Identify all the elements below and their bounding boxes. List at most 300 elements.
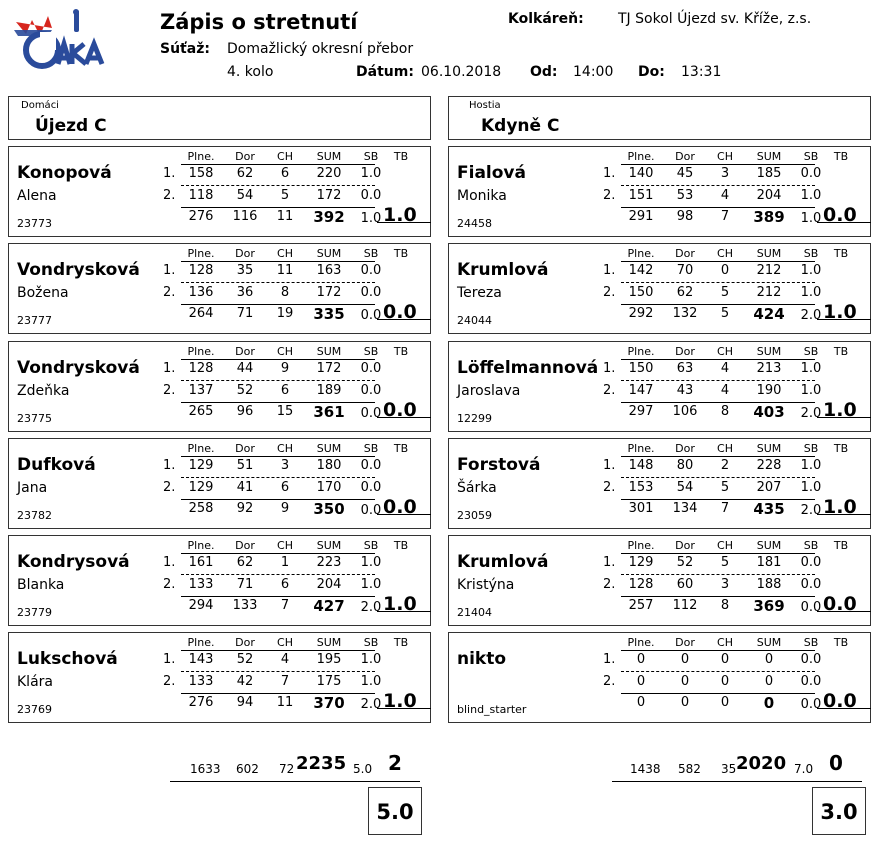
home-player-box [8,438,431,529]
player-tb-points: 1.0 [823,301,857,323]
column-header-dor: Dor [675,150,695,163]
round-dor: 41 [236,480,254,495]
column-header-dor: Dor [235,345,255,358]
away-team-header [448,96,871,140]
round-ch: 1 [280,555,290,570]
header-underline [621,456,815,457]
row-number: 2. [603,285,616,300]
total-sum: 350 [313,500,345,518]
round-sum: 223 [316,555,342,570]
round-dor: 45 [676,166,694,181]
round-plne: 0 [636,674,646,689]
column-header-plne: Plne. [187,345,215,358]
row-number: 2. [163,188,176,203]
player-registration: 23773 [17,217,52,230]
round-dor: 0 [680,652,690,667]
column-header-sum: SUM [756,345,782,358]
total-divider [181,207,375,208]
round-dor: 52 [236,383,254,398]
row-number: 1. [163,555,176,570]
total-divider [181,402,375,403]
column-header-dor: Dor [235,247,255,260]
column-header-dor: Dor [235,442,255,455]
column-header-sum: SUM [316,345,342,358]
column-header-sum: SUM [756,539,782,552]
total-sb: 2.0 [360,697,382,712]
row-number: 1. [603,166,616,181]
player-tb-points: 0.0 [383,399,417,421]
total-sb: 0.0 [360,503,382,518]
total-sum: 435 [753,500,785,518]
round-ch: 4 [720,361,730,376]
total-sum: 389 [753,208,785,226]
competition-value: Domažlický okresní přebor [227,41,414,57]
alley-value: TJ Sokol Újezd sv. Kříže, z.s. [618,11,812,27]
round-ch: 4 [720,188,730,203]
column-header-sb: SB [803,539,819,552]
away-totals-divider [612,781,862,782]
home-total-sum: 2235 [296,753,347,774]
round-sum: 185 [756,166,782,181]
round-dor: 0 [680,674,690,689]
round-plne: 133 [188,674,214,689]
row-divider [181,477,375,478]
round-sb: 1.0 [800,383,822,398]
row-number: 1. [163,458,176,473]
player-tb-points: 1.0 [823,496,857,518]
round-dor: 35 [236,263,254,278]
home-player-box [8,535,431,626]
total-plne: 294 [188,598,214,613]
total-sb: 2.0 [800,503,822,518]
away-player-box [448,632,871,723]
round-sb: 1.0 [360,674,382,689]
column-header-dor: Dor [235,636,255,649]
start-time-label: Od: [530,64,558,80]
total-sb: 2.0 [360,600,382,615]
total-plne: 291 [628,209,654,224]
round-sb: 0.0 [800,652,822,667]
header-underline [621,553,815,554]
round-ch: 5 [720,285,730,300]
total-sum: 427 [313,597,345,615]
total-sb: 2.0 [800,406,822,421]
column-header-dor: Dor [675,442,695,455]
away-total-dor: 582 [678,762,701,776]
home-total-dor: 602 [236,762,259,776]
player-tb-points: 0.0 [383,496,417,518]
player-surname: Dufková [17,455,96,475]
column-header-sb: SB [803,247,819,260]
page-title: Zápis o stretnutí [160,10,358,34]
total-sb: 0.0 [360,308,382,323]
column-header-tb: TB [393,539,409,552]
round-sum: 170 [316,480,342,495]
player-surname: Kondrysová [17,552,130,572]
round-sum: 220 [316,166,342,181]
round-ch: 3 [720,577,730,592]
round-ch: 9 [280,361,290,376]
column-header-ch: CH [277,636,293,649]
home-total-ch: 72 [279,762,295,776]
date-value: 06.10.2018 [421,64,502,80]
total-plne: 276 [188,695,214,710]
column-header-ch: CH [717,636,733,649]
total-dor: 116 [232,209,258,224]
round-ch: 8 [280,285,290,300]
total-plne: 292 [628,306,654,321]
column-header-plne: Plne. [627,539,655,552]
column-header-plne: Plne. [627,442,655,455]
header-underline [181,164,375,165]
row-divider [621,477,815,478]
total-divider [621,693,815,694]
player-firstname: Jana [17,480,48,496]
column-header-plne: Plne. [187,442,215,455]
column-header-sum: SUM [756,150,782,163]
round-ch: 6 [280,166,290,181]
column-header-sb: SB [803,442,819,455]
home-team-header [8,96,431,140]
total-dor: 94 [236,695,254,710]
round-dor: 60 [676,577,694,592]
player-registration: 23782 [17,509,52,522]
column-header-dor: Dor [675,636,695,649]
round-sum: 204 [756,188,782,203]
home-team-label: Domáci [21,100,59,111]
round-plne: 129 [188,480,214,495]
round-ch: 6 [280,480,290,495]
away-total-points: 0 [829,751,843,775]
round-dor: 44 [236,361,254,376]
header-underline [621,261,815,262]
round-dor: 53 [676,188,694,203]
column-header-tb: TB [833,247,849,260]
player-tb-points: 1.0 [823,399,857,421]
total-divider [621,499,815,500]
row-number: 1. [163,361,176,376]
player-surname: Krumlová [457,552,549,572]
column-header-sum: SUM [756,247,782,260]
home-player-box [8,632,431,723]
total-dor: 0 [680,695,690,710]
row-number: 1. [163,166,176,181]
round-sum: 212 [756,263,782,278]
total-ch: 19 [276,306,294,321]
round-plne: 140 [628,166,654,181]
column-header-sum: SUM [316,150,342,163]
column-header-plne: Plne. [627,636,655,649]
round-plne: 153 [628,480,654,495]
round-sum: 195 [316,652,342,667]
total-plne: 276 [188,209,214,224]
round-plne: 137 [188,383,214,398]
column-header-tb: TB [833,442,849,455]
player-surname: Fialová [457,163,526,183]
column-header-sb: SB [803,150,819,163]
round-ch: 5 [720,480,730,495]
away-team-name: Kdyně C [481,116,560,136]
total-sb: 0.0 [360,406,382,421]
player-firstname: Zdeňka [17,383,70,399]
round-dor: 43 [676,383,694,398]
total-sum: 370 [313,694,345,712]
total-ch: 7 [720,501,730,516]
player-surname: Vondrysková [17,260,140,280]
total-divider [621,402,815,403]
row-number: 1. [603,555,616,570]
row-number: 2. [163,383,176,398]
round-plne: 128 [188,263,214,278]
round-sum: 172 [316,285,342,300]
player-surname: Forstová [457,455,541,475]
total-ch: 7 [720,209,730,224]
round-dor: 42 [236,674,254,689]
column-header-ch: CH [277,442,293,455]
total-dor: 134 [672,501,698,516]
player-tb-points: 0.0 [823,593,857,615]
column-header-ch: CH [277,539,293,552]
home-total-sb: 5.0 [353,762,373,776]
total-sb: 0.0 [800,600,822,615]
competition-label: Súťaž: [160,41,210,57]
round-sum: 180 [316,458,342,473]
round-dor: 70 [676,263,694,278]
round-sb: 0.0 [360,361,382,376]
total-divider [181,596,375,597]
column-header-ch: CH [717,345,733,358]
round-sb: 1.0 [360,555,382,570]
round-sb: 0.0 [800,577,822,592]
total-divider [181,499,375,500]
player-tb-points: 0.0 [823,690,857,712]
player-firstname: Šárka [457,480,497,496]
round-sum: 175 [316,674,342,689]
column-header-tb: TB [833,345,849,358]
row-number: 2. [163,577,176,592]
player-registration: 21404 [457,606,492,619]
column-header-ch: CH [717,442,733,455]
player-firstname: Klára [17,674,53,690]
column-header-dor: Dor [235,539,255,552]
round-sum: 163 [316,263,342,278]
column-header-tb: TB [833,636,849,649]
player-surname: Lukschová [17,649,118,669]
column-header-plne: Plne. [627,150,655,163]
column-header-sb: SB [803,636,819,649]
player-surname: Krumlová [457,260,549,280]
column-header-sb: SB [803,345,819,358]
player-tb-points: 0.0 [383,301,417,323]
player-surname: Löffelmannová [457,358,599,378]
total-dor: 133 [232,598,258,613]
column-header-tb: TB [393,442,409,455]
round-ch: 5 [280,188,290,203]
row-divider [181,185,375,186]
total-ch: 8 [720,404,730,419]
player-firstname: Tereza [457,285,502,301]
home-total-plne: 1633 [190,762,221,776]
player-registration: 23769 [17,703,52,716]
player-firstname: Božena [17,285,69,301]
total-divider [621,207,815,208]
column-header-ch: CH [277,345,293,358]
cka-logo [12,6,112,74]
header-underline [181,261,375,262]
column-header-plne: Plne. [627,247,655,260]
home-player-box [8,146,431,237]
round-dor: 62 [236,555,254,570]
column-header-sum: SUM [316,442,342,455]
column-header-sb: SB [363,442,379,455]
player-registration: blind_starter [457,703,527,716]
header-underline [181,650,375,651]
row-divider [621,282,815,283]
total-sum: 392 [313,208,345,226]
header-underline [181,553,375,554]
row-number: 2. [163,285,176,300]
round-sum: 207 [756,480,782,495]
round-sum: 172 [316,361,342,376]
round-dor: 71 [236,577,254,592]
round-ch: 0 [720,263,730,278]
player-surname: nikto [457,649,507,669]
end-time-label: Do: [638,64,665,80]
round-sb: 1.0 [800,263,822,278]
header-underline [621,650,815,651]
row-number: 2. [163,674,176,689]
total-divider [181,304,375,305]
total-dor: 98 [676,209,694,224]
round-ch: 2 [720,458,730,473]
player-registration: 23777 [17,314,52,327]
row-number: 1. [603,263,616,278]
round-sb: 1.0 [800,361,822,376]
player-registration: 23779 [17,606,52,619]
row-divider [621,671,815,672]
home-player-box [8,341,431,432]
round-ch: 4 [280,652,290,667]
column-header-sum: SUM [316,636,342,649]
column-header-ch: CH [717,150,733,163]
away-player-box [448,341,871,432]
round-sb: 1.0 [800,458,822,473]
column-header-plne: Plne. [187,539,215,552]
total-sb: 2.0 [800,308,822,323]
total-plne: 257 [628,598,654,613]
header-underline [181,359,375,360]
total-plne: 301 [628,501,654,516]
round-ch: 6 [280,383,290,398]
round: 4. kolo [227,64,274,80]
round-sb: 0.0 [360,285,382,300]
round-plne: 150 [628,285,654,300]
total-plne: 297 [628,404,654,419]
row-number: 1. [603,652,616,667]
column-header-tb: TB [393,150,409,163]
round-plne: 136 [188,285,214,300]
round-sb: 0.0 [800,674,822,689]
player-firstname: Kristýna [457,577,515,593]
total-plne: 0 [636,695,646,710]
round-sb: 0.0 [800,555,822,570]
round-plne: 151 [628,188,654,203]
player-registration: 23059 [457,509,492,522]
player-firstname: Blanka [17,577,65,593]
round-plne: 118 [188,188,214,203]
total-dor: 132 [672,306,698,321]
player-registration: 24044 [457,314,492,327]
column-header-sum: SUM [756,442,782,455]
round-plne: 161 [188,555,214,570]
round-sb: 1.0 [360,652,382,667]
column-header-sb: SB [363,539,379,552]
total-divider [621,304,815,305]
start-time-value: 14:00 [573,64,614,80]
player-surname: Vondrysková [17,358,140,378]
row-number: 2. [603,480,616,495]
total-plne: 264 [188,306,214,321]
alley-label: Kolkáreň: [508,11,584,27]
row-divider [181,282,375,283]
column-header-sb: SB [363,150,379,163]
round-sb: 1.0 [800,285,822,300]
round-dor: 62 [236,166,254,181]
column-header-plne: Plne. [187,636,215,649]
total-divider [621,596,815,597]
player-tb-points: 1.0 [383,690,417,712]
total-sb: 1.0 [360,211,382,226]
total-plne: 258 [188,501,214,516]
player-registration: 24458 [457,217,492,230]
round-plne: 143 [188,652,214,667]
total-ch: 8 [720,598,730,613]
column-header-sum: SUM [316,247,342,260]
round-plne: 129 [628,555,654,570]
header-underline [181,456,375,457]
player-tb-points: 0.0 [823,204,857,226]
round-sum: 228 [756,458,782,473]
player-registration: 12299 [457,412,492,425]
away-final-score: 3.0 [812,787,866,835]
round-dor: 51 [236,458,254,473]
round-plne: 128 [628,577,654,592]
row-divider [181,380,375,381]
row-number: 1. [603,361,616,376]
away-player-box [448,146,871,237]
header-underline [621,359,815,360]
header-underline [621,164,815,165]
total-sb: 1.0 [800,211,822,226]
column-header-sum: SUM [756,636,782,649]
away-total-plne: 1438 [630,762,661,776]
column-header-tb: TB [833,150,849,163]
round-sum: 189 [316,383,342,398]
round-sb: 0.0 [360,480,382,495]
total-sum: 369 [753,597,785,615]
total-ch: 7 [280,598,290,613]
column-header-ch: CH [277,247,293,260]
away-total-sb: 7.0 [794,762,814,776]
round-ch: 4 [720,383,730,398]
round-plne: 128 [188,361,214,376]
player-surname: Konopová [17,163,112,183]
home-total-points: 2 [388,751,402,775]
column-header-dor: Dor [675,539,695,552]
round-ch: 0 [720,652,730,667]
round-sum: 213 [756,361,782,376]
round-plne: 150 [628,361,654,376]
